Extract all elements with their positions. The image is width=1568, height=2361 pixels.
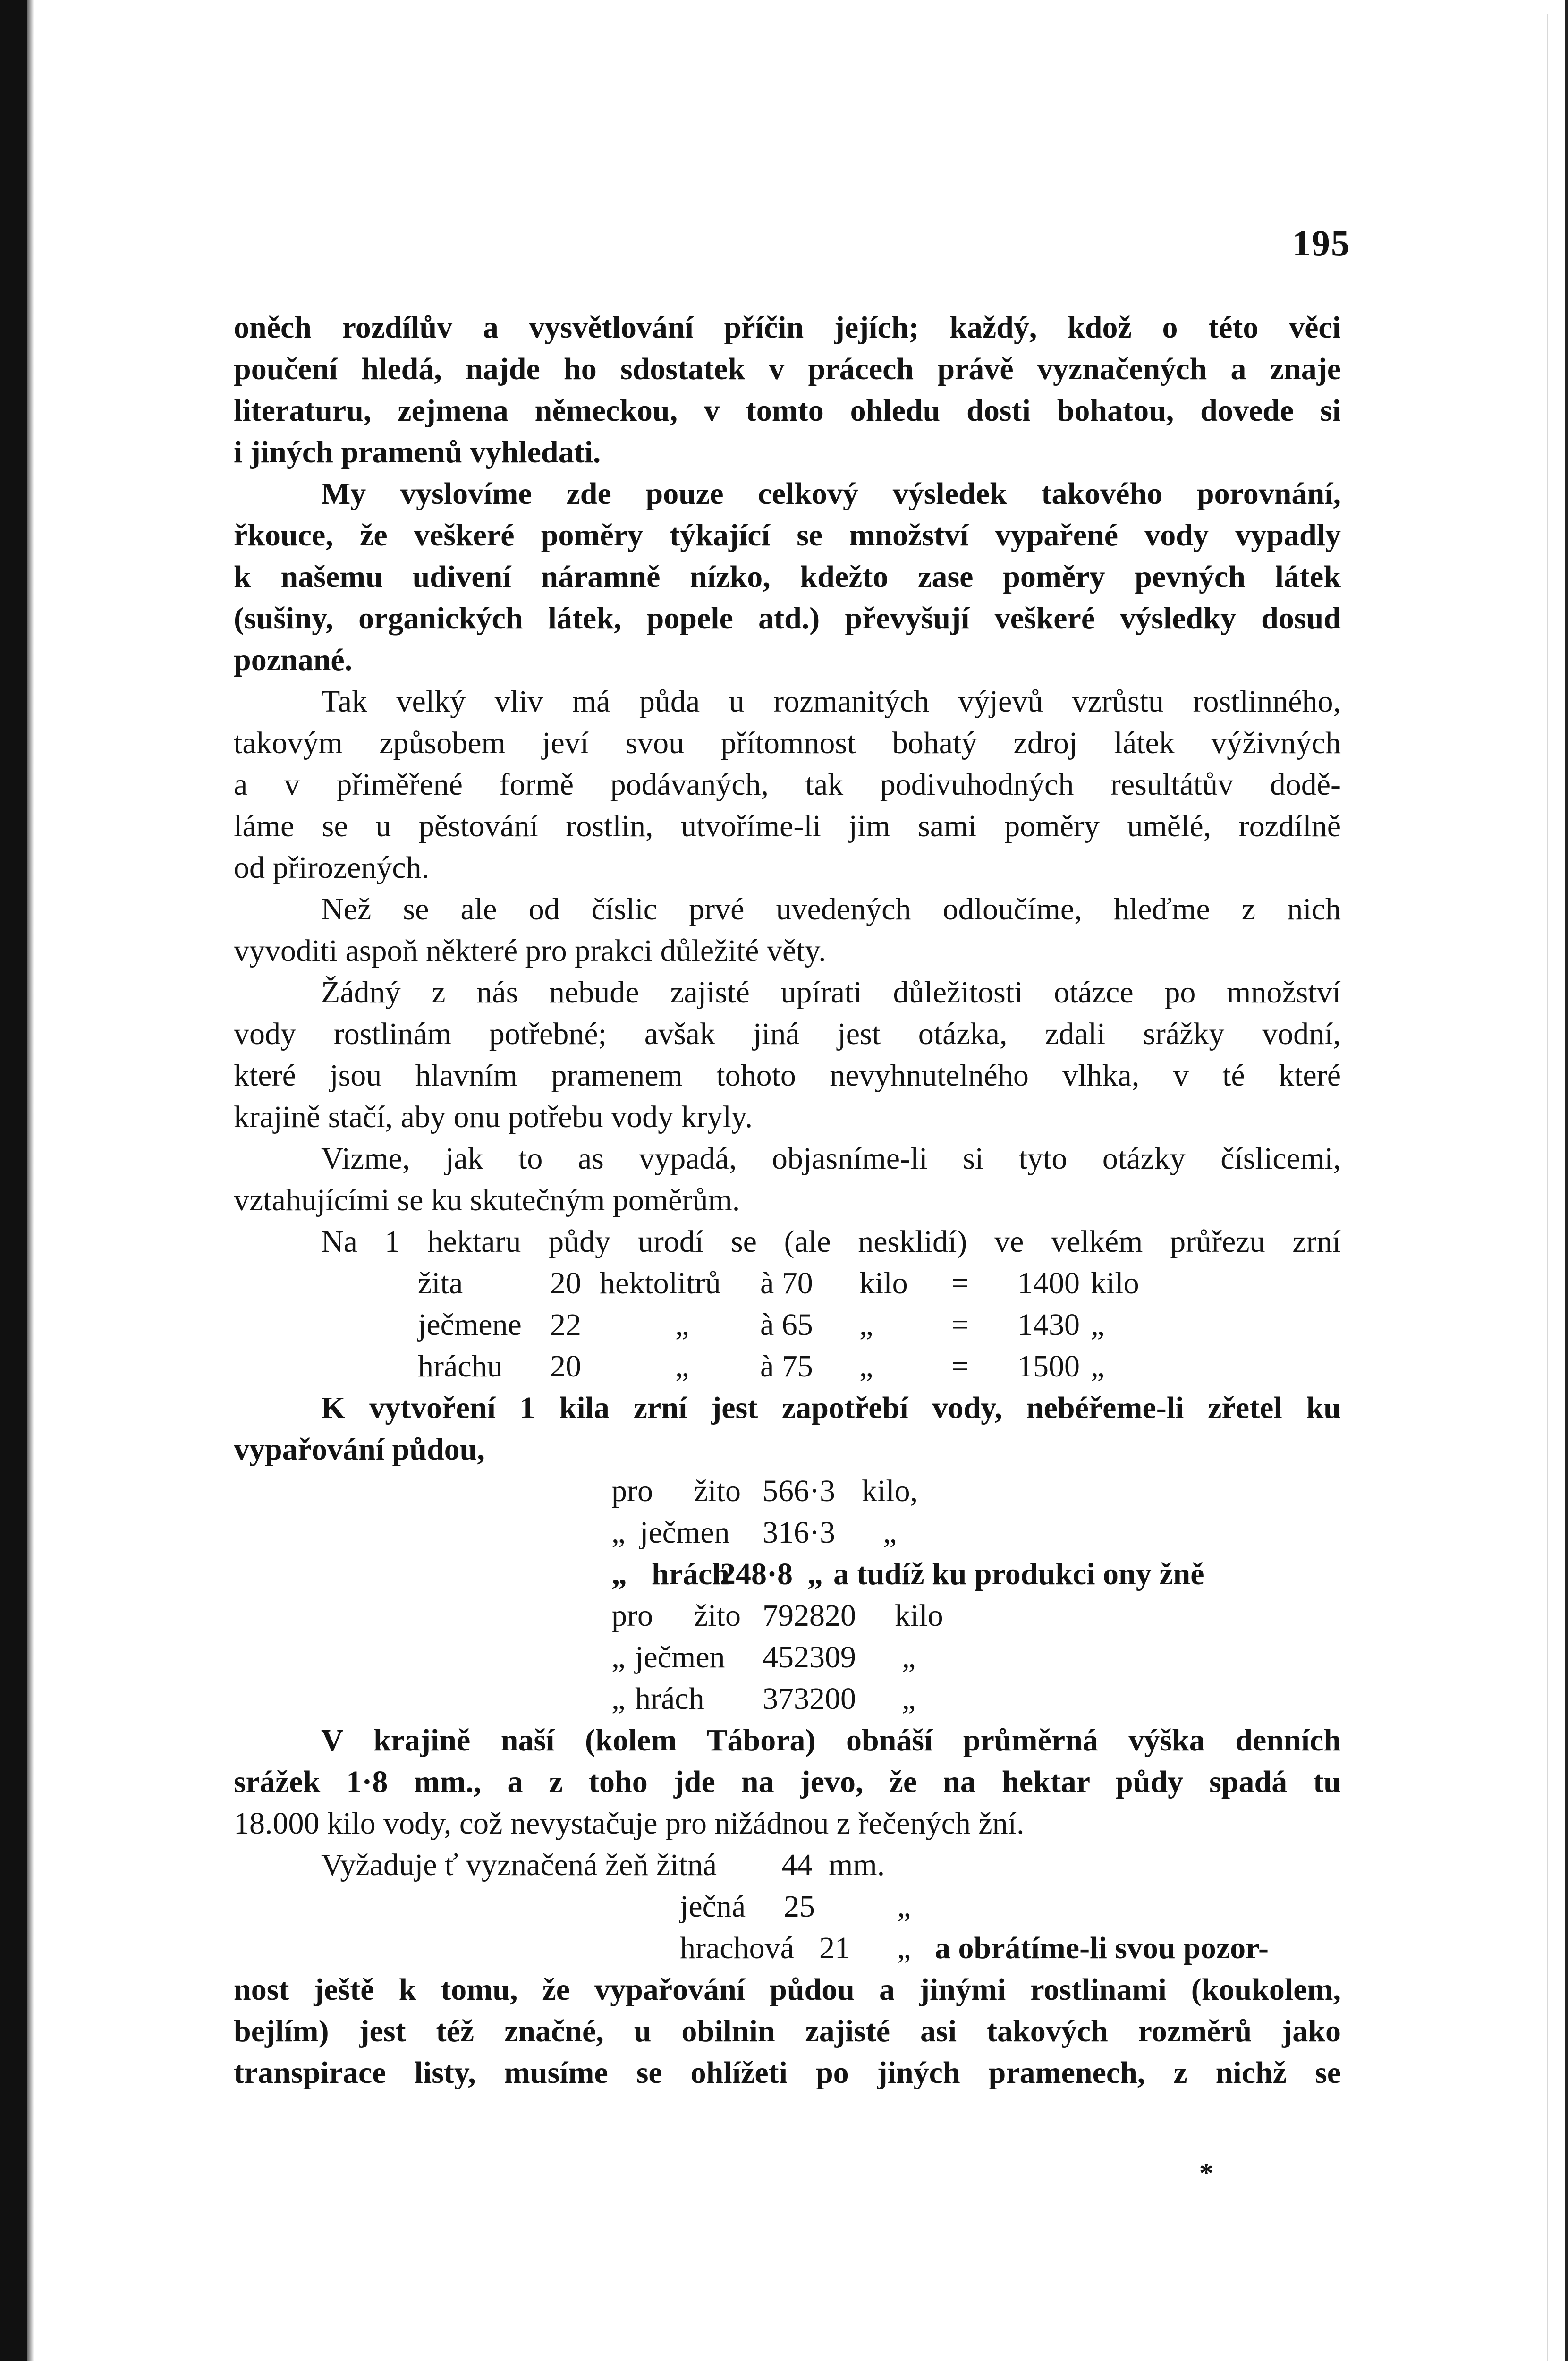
harvest-table [234, 1844, 1341, 1969]
total: 1400 [1017, 1266, 1080, 1300]
quantity: 20 [550, 1349, 581, 1384]
value: 316·3 [763, 1515, 835, 1550]
water-row [234, 1554, 1341, 1595]
text-line: nost ještě k tomu, že vypařování půdou a jinými rostlinami (koukolem, [234, 1972, 1341, 2007]
text-line: 18.000 kilo vody, což nevystačuje pro nižádnou z řečených žní. [234, 1806, 1025, 1841]
unit: „ [902, 1682, 916, 1716]
text-line: řkouce, že veškeré poměry týkající se množství vypařené vody vypadly [234, 518, 1341, 552]
page-edge-line [1547, 14, 1548, 2361]
paragraph-2 [234, 473, 1341, 681]
paragraph-5 [234, 972, 1341, 1138]
text-line: V krajině naší (kolem Tábora) obnáší průměrná výška denních [321, 1723, 1341, 1758]
label: ječná [680, 1889, 746, 1924]
text-line: Vizme, jak to as vypadá, objasníme-li si tyto otázky číslicemi, [321, 1141, 1341, 1176]
text-line: poznané. [234, 643, 353, 677]
harvest-row [234, 1844, 1341, 1886]
unit: „ [897, 1931, 911, 1965]
footer-mark: * [1199, 2157, 1213, 2189]
rate-unit: „ [859, 1349, 873, 1384]
text-line: literaturu, zejmena německou, v tomto ohledu dosti bohatou, dovede si [234, 393, 1341, 428]
book-spine-gradient [27, 0, 34, 2361]
quantity: 20 [550, 1266, 581, 1300]
text-line: krajině stačí, aby onu potřebu vody kryly. [234, 1100, 753, 1134]
text-line: (sušiny, organických látek, popele atd.) převyšují veškeré výsledky dosud [234, 601, 1341, 636]
page-text [234, 307, 1341, 2094]
prefix: pro [611, 1474, 653, 1508]
tail: a obrátíme-li svou pozor- [935, 1931, 1269, 1965]
text-line: My vyslovíme zde pouze celkový výsledek takového porovnání, [321, 476, 1341, 511]
crop: žita [418, 1266, 463, 1300]
text-line: k našemu udivení náramně nízko, kdežto zase poměry pevných látek [234, 560, 1341, 594]
crop: ječmene [418, 1308, 522, 1342]
rate: à 65 [760, 1308, 813, 1342]
paragraph-4 [234, 889, 1341, 972]
unit: hektolitrů [600, 1266, 721, 1300]
paragraph-10 [234, 1969, 1341, 2094]
equals: = [951, 1349, 969, 1384]
prefix: „ [611, 1640, 626, 1674]
text-line: srážek 1·8 mm., a z toho jde na jevo, že na hektar půdy spadá tu [234, 1765, 1341, 1799]
unit: „ [675, 1349, 689, 1384]
water-row [234, 1678, 1341, 1720]
water-row [234, 1470, 1341, 1512]
unit: mm. [829, 1848, 885, 1882]
text-line: Než se ale od číslic prvé uvedených odloučíme, hleďme z nich [321, 892, 1341, 926]
text-line: vztahujícími se ku skutečným poměrům. [234, 1183, 740, 1217]
unit: kilo, [862, 1474, 918, 1508]
value: 566·3 [763, 1474, 835, 1508]
value: 792820 [763, 1598, 856, 1633]
paragraph-6 [234, 1138, 1341, 1221]
text-line: poučení hledá, najde ho sdostatek v prácech právě vyznačených a znaje [234, 352, 1341, 386]
quantity: 22 [550, 1308, 581, 1342]
text-line: Žádný z nás nebude zajisté upírati důležitosti otázce po množství [321, 975, 1341, 1010]
value: 25 [784, 1889, 815, 1924]
value: 21 [819, 1931, 850, 1965]
value: 44 [781, 1848, 813, 1882]
equals: = [951, 1308, 969, 1342]
page-number: 195 [1292, 222, 1350, 263]
yield-table [234, 1263, 1341, 1387]
harvest-row [234, 1928, 1341, 1969]
text-line: láme se u pěstování rostlin, utvoříme-li jim sami poměry umělé, rozdílně [234, 809, 1341, 843]
water-row [234, 1637, 1341, 1678]
text-line: vody rostlinám potřebné; avšak jiná jest otázka, zdali srážky vodní, [234, 1017, 1341, 1051]
yield-row [234, 1304, 1341, 1346]
yield-row [234, 1346, 1341, 1387]
text-line: Tak velký vliv má půda u rozmanitých výjevů vzrůstu rostlinného, [321, 684, 1341, 719]
crop: hrách [635, 1682, 704, 1716]
prefix: „ [611, 1682, 626, 1716]
rate: à 75 [760, 1349, 813, 1384]
water-table [234, 1470, 1341, 1720]
crop: ječmen [635, 1640, 725, 1674]
label: hrachová [680, 1931, 794, 1965]
paragraph-9 [234, 1720, 1341, 1844]
yield-row [234, 1263, 1341, 1304]
prefix: pro [611, 1598, 653, 1633]
total: 1430 [1017, 1308, 1080, 1342]
text-line: i jiných pramenů vyhledati. [234, 435, 601, 469]
harvest-row [234, 1886, 1341, 1928]
value: 452309 [763, 1640, 856, 1674]
unit: „ [807, 1557, 823, 1591]
prefix: „ [611, 1557, 627, 1591]
paragraph-8 [234, 1387, 1341, 1470]
unit: „ [897, 1889, 911, 1924]
paragraph-3 [234, 681, 1341, 889]
crop: ječmen [640, 1515, 730, 1550]
text-line: a v přiměřené formě podávaných, tak podivuhodných resultátův dodě- [234, 767, 1341, 802]
unit: „ [902, 1640, 916, 1674]
total-unit: „ [1091, 1308, 1105, 1342]
crop: hrách [652, 1557, 729, 1591]
total-unit: „ [1091, 1349, 1105, 1384]
value: 248·8 [720, 1557, 793, 1591]
note: a tudíž ku produkci ony žně [833, 1557, 1204, 1591]
crop: žito [694, 1474, 741, 1508]
text-line: které jsou hlavním pramenem tohoto nevyhnutelného vlhka, v té které [234, 1058, 1341, 1093]
paragraph-1 [234, 307, 1341, 473]
rate-unit: kilo [859, 1266, 908, 1300]
text-line: vyvoditi aspoň některé pro prakci důležité věty. [234, 934, 826, 968]
text-line: takovým způsobem jeví svou přítomnost bohatý zdroj látek výživných [234, 726, 1341, 760]
crop: žito [694, 1598, 741, 1633]
text-line: K vytvoření 1 kila zrní jest zapotřebí vody, nebéřeme-li zřetel ku [321, 1391, 1341, 1425]
rate-unit: „ [859, 1308, 873, 1342]
text-line: bejlím) jest též značné, u obilnin zajisté asi takových rozměrů jako [234, 2014, 1341, 2048]
rate: à 70 [760, 1266, 813, 1300]
unit: kilo [895, 1598, 943, 1633]
text-line: od přirozených. [234, 850, 430, 885]
total: 1500 [1017, 1349, 1080, 1384]
unit: „ [675, 1308, 689, 1342]
text-line: transpirace listy, musíme se ohlížeti po jiných pramenech, z nichž se [234, 2055, 1341, 2090]
water-row [234, 1512, 1341, 1554]
value: 373200 [763, 1682, 856, 1716]
water-row [234, 1595, 1341, 1637]
label: Vyžaduje ť vyznačená žeň žitná [321, 1848, 717, 1882]
text-line: oněch rozdílův a vysvětlování příčin jejích; každý, kdož o této věci [234, 310, 1341, 345]
page-right-border [1565, 0, 1568, 2361]
prefix: „ [611, 1515, 626, 1550]
book-spine-shadow [0, 0, 27, 2361]
text-line: vypařování půdou, [234, 1432, 485, 1467]
unit: „ [883, 1515, 897, 1550]
total-unit: kilo [1091, 1266, 1139, 1300]
equals: = [951, 1266, 969, 1300]
crop: hráchu [418, 1349, 503, 1384]
paragraph-7: Na 1 hektaru půdy urodí se (ale nesklidí) ve velkém průřezu zrní [321, 1224, 1341, 1259]
